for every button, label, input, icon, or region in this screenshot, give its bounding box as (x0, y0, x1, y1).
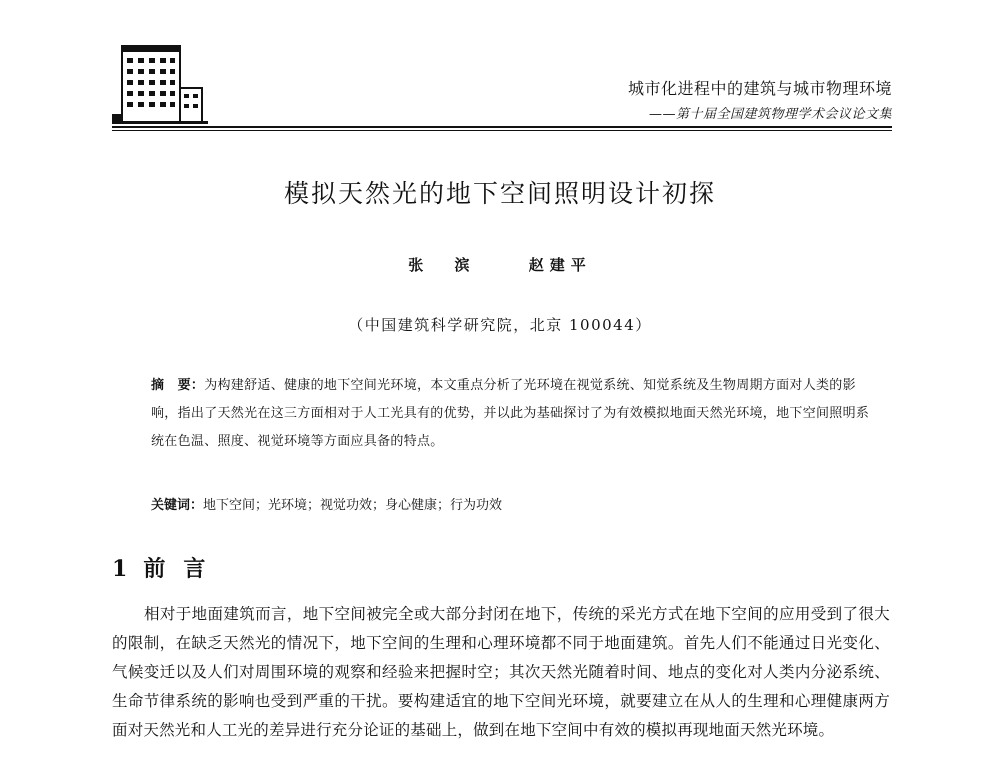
section-heading (112, 552, 223, 583)
abstract-text: 为构建舒适、健康的地下空间光环境，本文重点分析了光环境在视觉系统、知觉系统及生物周期方面对人类的影响，指出了天然光在这三方面相对于人工光具有的优势，并以此为基础探讨了为有效模拟地面天然光环境，地下空间照明系统在色温、照度、视觉环境等方面应具备的特点。 (151, 378, 870, 449)
journal-header (628, 76, 892, 122)
section-number: 1 (112, 556, 128, 582)
abstract (151, 372, 871, 456)
paper-title: 模拟天然光的地下空间照明设计初探 (283, 179, 716, 208)
section-title: 前言 (143, 557, 224, 582)
keywords-text: 地下空间；光环境；视觉功效；身心健康；行为功效 (203, 498, 503, 513)
author-name: 张 滨 (408, 256, 476, 274)
journal-title: 城市化进程中的建筑与城市物理环境 (627, 79, 892, 98)
keywords-label: 关键词： (151, 498, 204, 513)
affiliation: （中国建筑科学研究院，北京 100044） (348, 316, 652, 334)
journal-subtitle: ——第十届全国建筑物理学术会议论文集 (648, 107, 892, 122)
abstract-label: 摘 要： (151, 378, 205, 393)
building-logo-icon (112, 42, 208, 126)
body-paragraph: 相对于地面建筑而言，地下空间被完全或大部分封闭在地下，传统的采光方式在地下空间的应用受到了很大的限制，在缺乏天然光的情况下，地下空间的生理和心理环境都不同于地面建筑。首先人们不能通过日光变化、气候变迁以及人们对周围环境的观察和经验来把握时空；其次天然光随着时间、地点的变化对人类内分泌系统、生命节律系统的影响也受到严重的干扰。要构建适宜的地下空间光环境，就要建立在从人的生理和心理健康两方面对天然光和人工光的差异进行充分论证的基础上，做到在地下空间中有效的模拟再现地面天然光环境。 (112, 605, 890, 739)
header-rule-thin (112, 130, 892, 131)
header-rule (112, 126, 892, 128)
keywords (151, 494, 502, 513)
author-list (0, 254, 1000, 275)
author-name: 赵建平 (528, 256, 592, 274)
